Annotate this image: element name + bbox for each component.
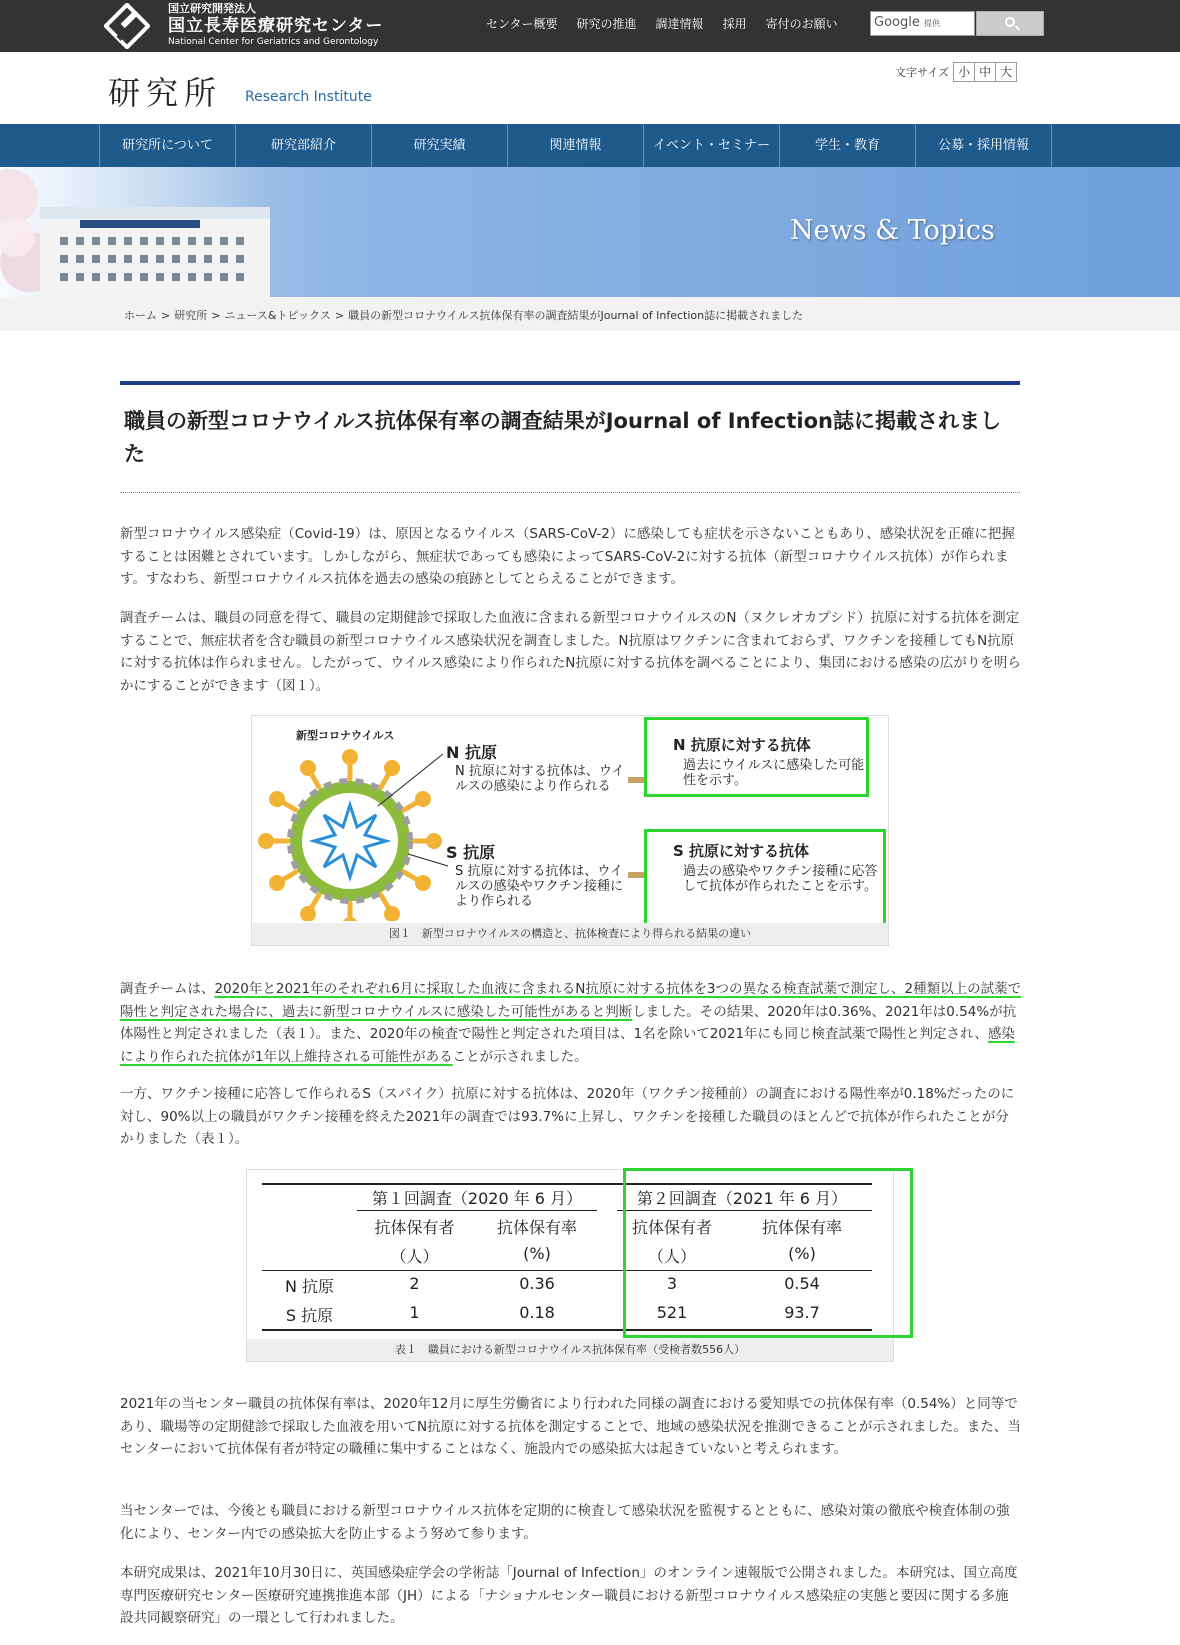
- breadcrumb: [0, 297, 1180, 331]
- table-unit-pct: (%): [788, 1244, 816, 1263]
- table-cell: 0.36: [519, 1274, 555, 1293]
- topnav-research[interactable]: 研究の推進: [576, 17, 637, 31]
- breadcrumb-home[interactable]: ホーム: [124, 309, 157, 322]
- table-survey2-header: 第２回調査（2021 年 6 月）: [636, 1189, 848, 1208]
- table-unit-pct: (%): [523, 1244, 551, 1263]
- n-antibody-desc: 過去にウイルスに感染した可能性を示す。: [683, 758, 865, 788]
- search-button[interactable]: [976, 11, 1044, 36]
- table-cell: 1: [409, 1303, 420, 1322]
- nav-departments[interactable]: 研究部紹介: [236, 124, 372, 167]
- font-size-large-button[interactable]: 大: [995, 62, 1017, 82]
- s-antigen-label: S 抗原: [446, 843, 496, 862]
- font-size-switcher: [895, 62, 1017, 82]
- table-row-label: N 抗原: [284, 1277, 335, 1296]
- site-subtitle: Research Institute: [245, 89, 372, 105]
- n-antigen-label: N 抗原: [446, 743, 497, 762]
- font-size-medium-button[interactable]: 中: [974, 62, 996, 82]
- table-row-label: S 抗原: [285, 1306, 334, 1325]
- topnav-center-overview[interactable]: センター概要: [486, 17, 558, 31]
- article-title: 職員の新型コロナウイルス抗体保有率の調査結果がJournal of Infection誌に掲載されました: [124, 409, 1001, 466]
- breadcrumb-separator: >: [334, 309, 345, 322]
- nav-achievements[interactable]: 研究実績: [372, 124, 508, 167]
- n-antibody-box: [644, 717, 869, 797]
- table-highlight-box: [623, 1168, 913, 1338]
- paragraph-2: 調査チームは、職員の同意を得て、職員の定期健診で採取した血液に含まれる新型コロナウイルスのN（ヌクレオカプシド）抗原に対する抗体を測定することで、無症状者を含む職員の新型コロナウイルス感染状況を調査しました。N抗原はワクチンに含まれておらず、ワクチンを接種してもN抗原に対する抗体は作られません。したがって、ウイルス感染により作られたN抗原に対する抗体を調べることにより、集団における感染の広がりを明らかにすることができます（図１）。: [120, 610, 1021, 694]
- logo-text[interactable]: [168, 3, 383, 48]
- title-rule: [120, 381, 1020, 385]
- logo-line1: 国立研究開発法人: [168, 2, 256, 15]
- figure-1-caption: 図１ 新型コロナウイルスの構造と、抗体検査により得られる結果の違い: [252, 923, 888, 945]
- paragraph-7: 本研究成果は、2021年10月30日に、英国感染症学会の学術誌「Journal of Infection」のオンライン速報版で公開されました。本研究は、国立高度専門医療研究センター医療研究連携推進本部（JH）による「ナショナルセンター職員における新型コロナウイルス感染症の実態と要因に関する多施設共同観察研究」の一環として行われました。: [120, 1565, 1018, 1626]
- paragraph-6: 当センターでは、今後とも職員における新型コロナウイルス抗体を定期的に検査して感染状況を監視するとともに、感染対策の徹底や検査体制の強化により、センター内での感染拡大を防止するよう努めて参ります。: [120, 1503, 1010, 1542]
- hero-title: News & Topics: [790, 215, 995, 246]
- table-cell: 3: [666, 1274, 678, 1293]
- table-unit-people: （人）: [647, 1247, 696, 1266]
- table-sub-rule: [357, 1210, 597, 1211]
- table-cell: 0.54: [784, 1274, 820, 1293]
- table-1: [246, 1169, 894, 1362]
- table-cell: 2: [409, 1274, 420, 1293]
- font-size-small-button[interactable]: 小: [953, 62, 975, 82]
- table-cell: 521: [656, 1303, 688, 1322]
- s-antibody-title: S 抗原に対する抗体: [673, 842, 810, 860]
- breadcrumb-news[interactable]: ニュース&トピックス: [224, 309, 331, 322]
- paragraph-3-highlight-2: 感染により作られた抗体が1年以上維持される可能性がある: [120, 1026, 1015, 1065]
- topnav-recruit[interactable]: 採用: [722, 17, 747, 31]
- hero-banner: [0, 167, 1180, 297]
- nav-students-education[interactable]: 学生・教育: [780, 124, 916, 167]
- table-col-rate: 抗体保有率: [761, 1218, 842, 1237]
- s-antibody-box: [644, 829, 886, 928]
- nav-related-info[interactable]: 関連情報: [508, 124, 644, 167]
- topnav-donation[interactable]: 寄付のお願い: [765, 17, 838, 31]
- google-label: Google 提供: [874, 15, 940, 30]
- paragraph-5: 2021年の当センター職員の抗体保有率は、2020年12月に厚生労働省により行われた同様の調査における愛知県での抗体保有率（0.54%）と同等であり、職場等の定期健診で採取した血液を用いてN抗原に対する抗体を測定することで、地域の感染状況を推測できることが示されました。また、当センターにおいて抗体保有者が特定の職種に集中することはなく、施設内での感染拡大は起きていないと考えられます。: [120, 1396, 1021, 1457]
- search-input[interactable]: [870, 11, 975, 36]
- top-bar: [0, 0, 1180, 52]
- breadcrumb-institute[interactable]: 研究所: [174, 309, 208, 322]
- building-photo: [0, 167, 270, 297]
- ncgg-logo-icon[interactable]: [104, 3, 150, 49]
- breadcrumb-separator: >: [161, 309, 171, 322]
- title-divider: [120, 492, 1020, 493]
- s-antigen-desc: S 抗原に対する抗体は、ウイルスの感染やワクチン接種により作られる: [455, 864, 623, 909]
- paragraph-4: 一方、ワクチン接種に応答して作られるS（スパイク）抗原に対する抗体は、2020年（ワクチン接種前）の調査における陽性率が0.18%だったのに対し、90%以上の職員がワクチン接種を終えた2021年の調査では93.7%に上昇し、ワクチンを接種した職員のほとんどで抗体が作られたことが分かりました（表１）。: [120, 1086, 1015, 1147]
- n-antigen-desc: N 抗原に対する抗体は、ウイルスの感染により作られる: [455, 764, 625, 794]
- paragraph-3-tail: ことが示されました。: [452, 1048, 588, 1065]
- coronavirus-diagram: [258, 736, 458, 921]
- site-title[interactable]: 研究所: [108, 74, 223, 112]
- figure-1: [251, 715, 889, 946]
- main-nav: [0, 124, 1180, 167]
- logo-line2: 国立長寿医療研究センター: [168, 16, 384, 36]
- paragraph-3: [120, 978, 1022, 1068]
- logo-line3: National Center for Geriatrics and Gerontology: [168, 37, 379, 47]
- topnav-procurement[interactable]: 調達情報: [655, 17, 704, 31]
- font-size-label: 文字サイズ: [895, 66, 950, 79]
- paragraph-3-lead: 調査チームは、: [120, 981, 215, 997]
- nav-events-seminars[interactable]: イベント・セミナー: [644, 124, 780, 167]
- nav-recruitment[interactable]: 公募・採用情報: [916, 124, 1052, 167]
- paragraph-3-highlight-1: 2020年と2021年のそれぞれ6月に採取した血液に含まれるN抗原に対する抗体を3つの異なる検査試薬で測定し、2種類以上の試薬で陽性と判定された場合に、過去に新型コロナウイルスに感染した可能性があると判断: [120, 981, 1022, 1020]
- breadcrumb-separator: >: [211, 309, 221, 322]
- table-survey1-header: 第１回調査（2020 年 6 月）: [371, 1189, 583, 1208]
- table-col-holders: 抗体保有者: [374, 1218, 455, 1237]
- paragraph-1: 新型コロナウイルス感染症（Covid-19）は、原因となるウイルス（SARS-CoV-2）に感染しても症状を示さないこともあり、感染状況を正確に把握することは困難とされています。しかしながら、無症状であっても感染によってSARS-CoV-2に対する抗体（新型コロナウイルス抗体）が作られます。すなわち、新型コロナウイルス抗体を過去の感染の痕跡としてとらえることができます。: [120, 526, 1015, 587]
- table-cell: 0.18: [519, 1303, 555, 1322]
- table-col-holders: 抗体保有者: [631, 1218, 712, 1237]
- paragraph-3-middle: しました。その結果、2020年は0.36%、2021年は0.54%が抗体陽性と判定されました（表１）。また、2020年の検査で陽性と判定された項目は、1名を除いて2021年にも同じ検査試薬で陽性と判定され、: [120, 1003, 1017, 1042]
- s-antibody-desc: 過去の感染やワクチン接種に応答して抗体が作られたことを示す。: [683, 864, 878, 894]
- nav-about[interactable]: 研究所について: [100, 124, 236, 167]
- table-cell: 93.7: [784, 1303, 820, 1322]
- table-1-caption: 表１ 職員における新型コロナウイルス抗体保有率（受検者数556人）: [247, 1339, 893, 1361]
- breadcrumb-current: 職員の新型コロナウイルス抗体保有率の調査結果がJournal of Infection誌に掲載されました: [348, 309, 804, 322]
- top-nav: [486, 15, 857, 32]
- table-unit-people: （人）: [390, 1247, 439, 1266]
- virus-label: 新型コロナウイルス: [296, 729, 395, 742]
- search-icon: [1005, 17, 1015, 27]
- n-antibody-title: N 抗原に対する抗体: [673, 736, 811, 754]
- table-col-rate: 抗体保有率: [496, 1218, 577, 1237]
